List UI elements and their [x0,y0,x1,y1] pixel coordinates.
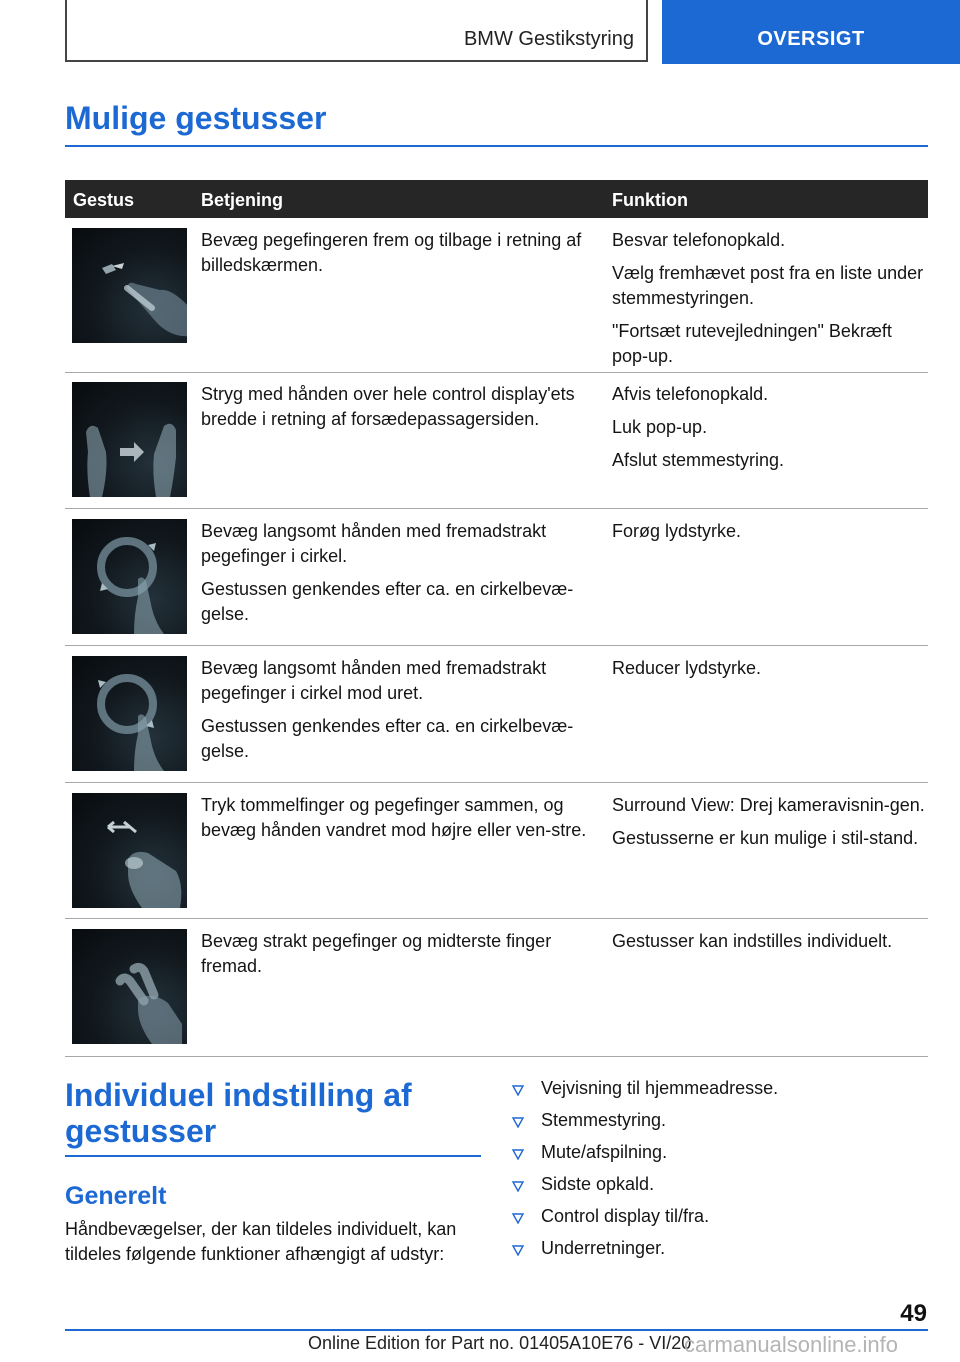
table-header [65,180,928,218]
operation-text: Bevæg pegefingeren frem og tilbage i retning af billedskærmen. [201,230,582,275]
list-item: Mute/afspilning. [512,1140,778,1172]
function-text: Forøg lydstyrke. [612,521,742,541]
function-list [512,1076,778,1268]
subsection-title: Generelt [65,1182,167,1210]
list-item: Vejvisning til hjemmeadresse. [512,1076,778,1108]
function-text: Reducer lydstyrke. [612,658,762,678]
triangle-bullet-icon [512,1148,524,1160]
footer-rule [65,1329,928,1331]
column-header-function: Funktion [612,190,688,210]
two-finger-gesture-image [72,929,187,1044]
section-underline [65,1155,481,1157]
page-title: Mulige gestusser [65,100,327,136]
function-text: Surround View: Drej kameravisnin-gen. Gestusserne er kun mulige i stil-stand. [612,795,925,848]
triangle-bullet-icon [512,1116,524,1128]
point-forward-gesture-image [72,228,187,343]
column-header-gesture: Gestus [73,190,135,210]
operation-text: Stryg med hånden over hele control display'ets bredde i retning af forsædepassagersiden. [201,384,575,429]
table-row [65,218,928,373]
header-section-box [65,0,648,62]
column-header-operation: Betjening [201,190,284,210]
watermark-logo: carmanualsonline.info [684,1332,899,1357]
triangle-bullet-icon [512,1180,524,1192]
page-number: 49 [900,1300,927,1327]
gesture-table [65,180,928,1057]
triangle-bullet-icon [512,1212,524,1224]
operation-text: Bevæg strakt pegefinger og midterste finger fremad. [201,931,552,976]
function-text: Besvar telefonopkald. Vælg fremhævet post fra en liste under stemmestyringen. "Fortsæt rutevejledningen" Bekræft pop-up. [612,230,924,366]
section-title: Individuel indstilling af gestusser [65,1077,412,1149]
header-section-title: BMW Gestikstyring [463,28,634,50]
table-row [65,373,928,509]
chapter-tab[interactable] [662,0,960,64]
intro-text: Håndbevægelser, der kan tildeles individuelt, kan tildeles følgende funktioner afhængigt af udstyr: [65,1219,457,1264]
list-item: Control display til/fra. [512,1204,778,1236]
function-text: Afvis telefonopkald. Luk pop-up. Afslut stemmestyring. [612,384,785,470]
swipe-gesture-image [72,382,187,497]
operation-text: Bevæg langsomt hånden med fremadstrakt pegefinger i cirkel mod uret. Gestussen genkendes efter ca. en cirkelbevæ-gelse. [201,658,574,761]
list-item: Underretninger. [512,1236,778,1268]
circle-counterclockwise-gesture-image [72,656,187,771]
list-item: Sidste opkald. [512,1172,778,1204]
table-row [65,783,928,919]
operation-text: Bevæg langsomt hånden med fremadstrakt pegefinger i cirkel. Gestussen genkendes efter ca. en cirkelbevæ-gelse. [201,521,574,624]
triangle-bullet-icon [512,1084,524,1096]
table-row [65,919,928,1057]
circle-clockwise-gesture-image [72,519,187,634]
table-row [65,509,928,646]
pinch-move-gesture-image [72,793,187,908]
chapter-tab-label: OVERSIGT [757,28,865,50]
list-item: Stemmestyring. [512,1108,778,1140]
operation-text: Tryk tommelfinger og pegefinger sammen, og bevæg hånden vandret mod højre eller ven-stre. [201,795,587,840]
triangle-bullet-icon [512,1244,524,1256]
function-text: Gestusser kan indstilles individuelt. [612,931,893,951]
title-underline [65,145,928,147]
edition-text: Online Edition for Part no. 01405A10E76 - VI/20 [308,1333,692,1353]
table-row [65,646,928,783]
